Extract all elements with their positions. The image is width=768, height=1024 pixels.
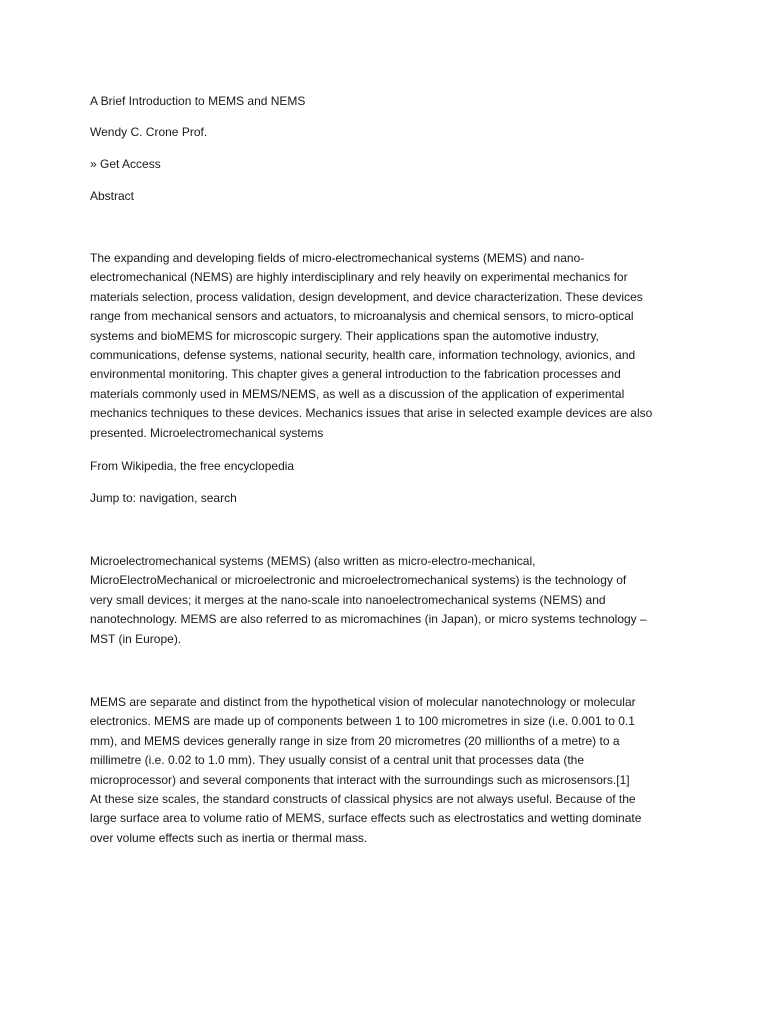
abstract-line: materials selection, process validation, design development, and device characterization. These devices <box>90 289 643 304</box>
paragraph-line: mm), and MEMS devices generally range in size from 20 micrometres (20 millionths of a metre) to a <box>90 733 620 748</box>
abstract-line: The expanding and developing fields of micro-electromechanical systems (MEMS) and nano- <box>90 251 585 265</box>
document-title: A Brief Introduction to MEMS and NEMS <box>90 94 306 108</box>
abstract-line: communications, defense systems, national security, health care, information technology, avionics, and <box>90 348 636 363</box>
get-access-text: » Get Access <box>90 157 161 171</box>
paragraph-line: large surface area to volume ratio of MEMS, surface effects such as electrostatics and wetting dominate <box>90 811 642 826</box>
abstract-line: systems and bioMEMS for microscopic surgery. Their applications span the automotive industry, <box>90 328 599 343</box>
paragraph-line: electronics. MEMS are made up of components between 1 to 100 micrometres in size (i.e. 0.001 to 0.1 <box>90 714 635 729</box>
abstract-line: environmental monitoring. This chapter gives a general introduction to the fabrication processes and <box>90 367 621 382</box>
paragraph-line: microprocessor) and several components that interact with the surroundings such as microsensors.[1] <box>90 772 630 787</box>
jump-navigation-line: Jump to: navigation, search <box>90 491 237 505</box>
abstract-line: materials commonly used in MEMS/NEMS, as well as a discussion of the application of experimental <box>90 386 625 401</box>
abstract-line: mechanics techniques to these devices. Mechanics issues that arise in selected example devices are also <box>90 406 653 421</box>
abstract-line: presented. Microelectromechanical systems <box>90 425 324 440</box>
paragraph-line: nanotechnology. MEMS are also referred to as micromachines (in Japan), or micro systems technology – <box>90 612 647 627</box>
paragraph-line: very small devices; it merges at the nano-scale into nanoelectromechanical systems (NEMS) and <box>90 592 606 607</box>
mems-intro-paragraph <box>90 552 690 649</box>
source-line: From Wikipedia, the free encyclopedia <box>90 459 295 473</box>
author-name: Wendy C. Crone Prof. <box>90 125 208 139</box>
paragraph-line: millimetre (i.e. 0.02 to 1.0 mm). They usually consist of a central unit that processes data (the <box>90 753 584 768</box>
abstract-line: range from mechanical sensors and actuators, to microanalysis and chemical sensors, to micro-optical <box>90 309 634 324</box>
abstract-paragraph <box>90 249 690 443</box>
paragraph-line: over volume effects such as inertia or thermal mass. <box>90 830 368 845</box>
paragraph-line: MST (in Europe). <box>90 631 182 646</box>
paragraph-line: MEMS are separate and distinct from the hypothetical vision of molecular nanotechnology or molecular <box>90 695 636 709</box>
mems-size-paragraph <box>90 693 690 848</box>
paragraph-line: MicroElectroMechanical or microelectronic and microelectromechanical systems) is the technology of <box>90 573 627 588</box>
paragraph-line: Microelectromechanical systems (MEMS) (also written as micro-electro-mechanical, <box>90 554 536 568</box>
abstract-line: electromechanical (NEMS) are highly interdisciplinary and rely heavily on experimental mechanics for <box>90 270 628 285</box>
abstract-heading: Abstract <box>90 189 135 203</box>
paragraph-line: At these size scales, the standard constructs of classical physics are not always useful. Because of the <box>90 792 636 807</box>
